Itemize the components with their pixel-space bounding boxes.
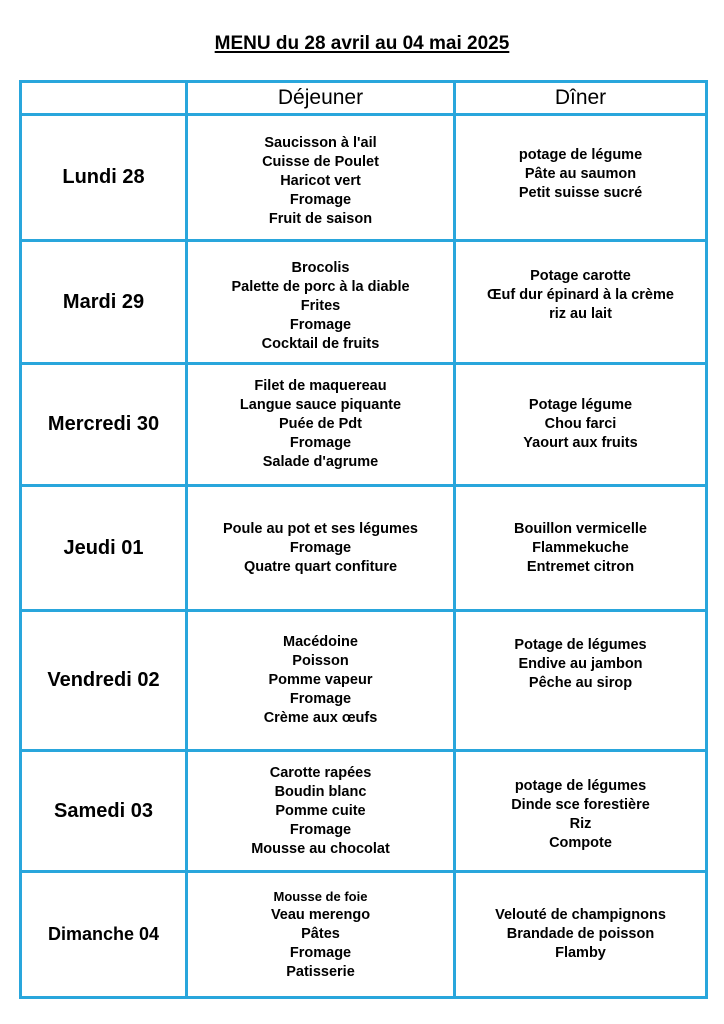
lunch-item: Veau merengo [270, 907, 371, 923]
day-label: Lundi 28 [21, 115, 187, 241]
lunch-item: Fruit de saison [268, 211, 373, 227]
lunch-item: Pâtes [301, 926, 340, 942]
dinner-item: Bouillon vermicelle [514, 520, 647, 537]
dinner-cell [455, 115, 707, 241]
lunch-item: Fromage [289, 945, 352, 961]
lunch-item: Fromage [289, 691, 352, 707]
lunch-item: Salade d'agrume [262, 454, 379, 470]
dinner-item: Flamby [555, 945, 606, 961]
dinner-item: Potage carotte [530, 268, 631, 284]
lunch-item: Filet de maquereau [254, 378, 387, 394]
lunch-item: Crème aux œufs [263, 710, 378, 726]
dinner-item: Yaourt aux fruits [523, 435, 638, 451]
lunch-cell [187, 486, 455, 611]
dinner-cell [455, 611, 707, 751]
day-label: Jeudi 01 [21, 486, 187, 611]
lunch-item: Puée de Pdt [279, 416, 362, 432]
lunch-item: Pomme cuite [275, 802, 366, 819]
lunch-cell [187, 751, 455, 872]
lunch-item: Brocolis [291, 259, 350, 276]
dinner-item: Pêche au sirop [528, 675, 633, 691]
dinner-cell [455, 241, 707, 364]
dinner-item: Potage de légumes [514, 637, 647, 653]
dinner-item: Pâte au saumon [524, 166, 637, 182]
lunch-cell [187, 364, 455, 486]
dinner-item: Endive au jambon [518, 656, 643, 672]
dinner-item: Dinde sce forestière [511, 797, 650, 813]
lunch-item: Boudin blanc [274, 783, 367, 800]
lunch-item: Quatre quart confiture [243, 558, 398, 575]
lunch-cell [187, 115, 455, 241]
lunch-cell [187, 241, 455, 364]
lunch-header: Déjeuner [187, 82, 455, 115]
lunch-item: Mousse de foie [273, 889, 368, 904]
dinner-header: Dîner [455, 82, 707, 115]
menu-table [19, 80, 708, 999]
day-header [21, 82, 187, 115]
day-row-vendredi [21, 611, 707, 751]
lunch-item: Pomme vapeur [268, 672, 373, 688]
dinner-cell [455, 751, 707, 872]
dinner-item: Velouté de champignons [495, 907, 666, 923]
day-label: Mercredi 30 [21, 364, 187, 486]
dinner-item: Entremet citron [526, 558, 635, 575]
dinner-cell [455, 486, 707, 611]
day-row-jeudi [21, 486, 707, 611]
lunch-item: Fromage [289, 192, 352, 208]
dinner-item: Œuf dur épinard à la crème [487, 287, 674, 303]
day-row-samedi [21, 751, 707, 872]
lunch-item: Fromage [289, 821, 352, 838]
dinner-item: Riz [569, 816, 592, 832]
dinner-item: Potage légume [528, 397, 633, 413]
day-row-lundi [21, 115, 707, 241]
page-title [0, 32, 724, 56]
lunch-item: Poisson [292, 653, 349, 669]
day-label: Dimanche 04 [21, 872, 187, 998]
dinner-item: potage de légumes [514, 778, 647, 794]
day-label: Vendredi 02 [21, 611, 187, 751]
lunch-cell [187, 872, 455, 998]
dinner-item: potage de légume [518, 147, 643, 163]
dinner-item: Petit suisse sucré [518, 185, 643, 201]
lunch-item: Mousse au chocolat [251, 840, 390, 857]
lunch-item: Langue sauce piquante [239, 397, 402, 413]
day-label: Mardi 29 [21, 241, 187, 364]
lunch-item: Frites [300, 297, 341, 314]
day-row-dimanche [21, 872, 707, 998]
dinner-cell [455, 872, 707, 998]
dinner-item: Compote [549, 835, 612, 851]
menu-title: MENU du 28 avril au 04 mai 2025 [214, 33, 510, 54]
lunch-item: Cocktail de fruits [261, 335, 380, 352]
lunch-item: Fromage [289, 539, 352, 556]
day-label: Samedi 03 [21, 751, 187, 872]
lunch-cell [187, 611, 455, 751]
header-row [21, 82, 707, 115]
lunch-item: Macédoine [283, 634, 358, 650]
lunch-item: Poule au pot et ses légumes [223, 520, 418, 537]
dinner-item: riz au lait [549, 306, 612, 322]
lunch-item: Saucisson à l'ail [264, 135, 377, 151]
dinner-item: Brandade de poisson [506, 926, 655, 942]
dinner-item: Chou farci [544, 416, 617, 432]
lunch-item: Carotte rapées [269, 764, 372, 781]
lunch-item: Fromage [289, 435, 352, 451]
day-row-mercredi [21, 364, 707, 486]
day-row-mardi [21, 241, 707, 364]
lunch-item: Fromage [289, 316, 352, 333]
dinner-item: Flammekuche [532, 539, 629, 556]
lunch-item: Patisserie [286, 964, 355, 980]
lunch-item: Haricot vert [280, 173, 361, 189]
dinner-cell [455, 364, 707, 486]
lunch-item: Palette de porc à la diable [231, 278, 410, 295]
lunch-item: Cuisse de Poulet [262, 154, 379, 170]
